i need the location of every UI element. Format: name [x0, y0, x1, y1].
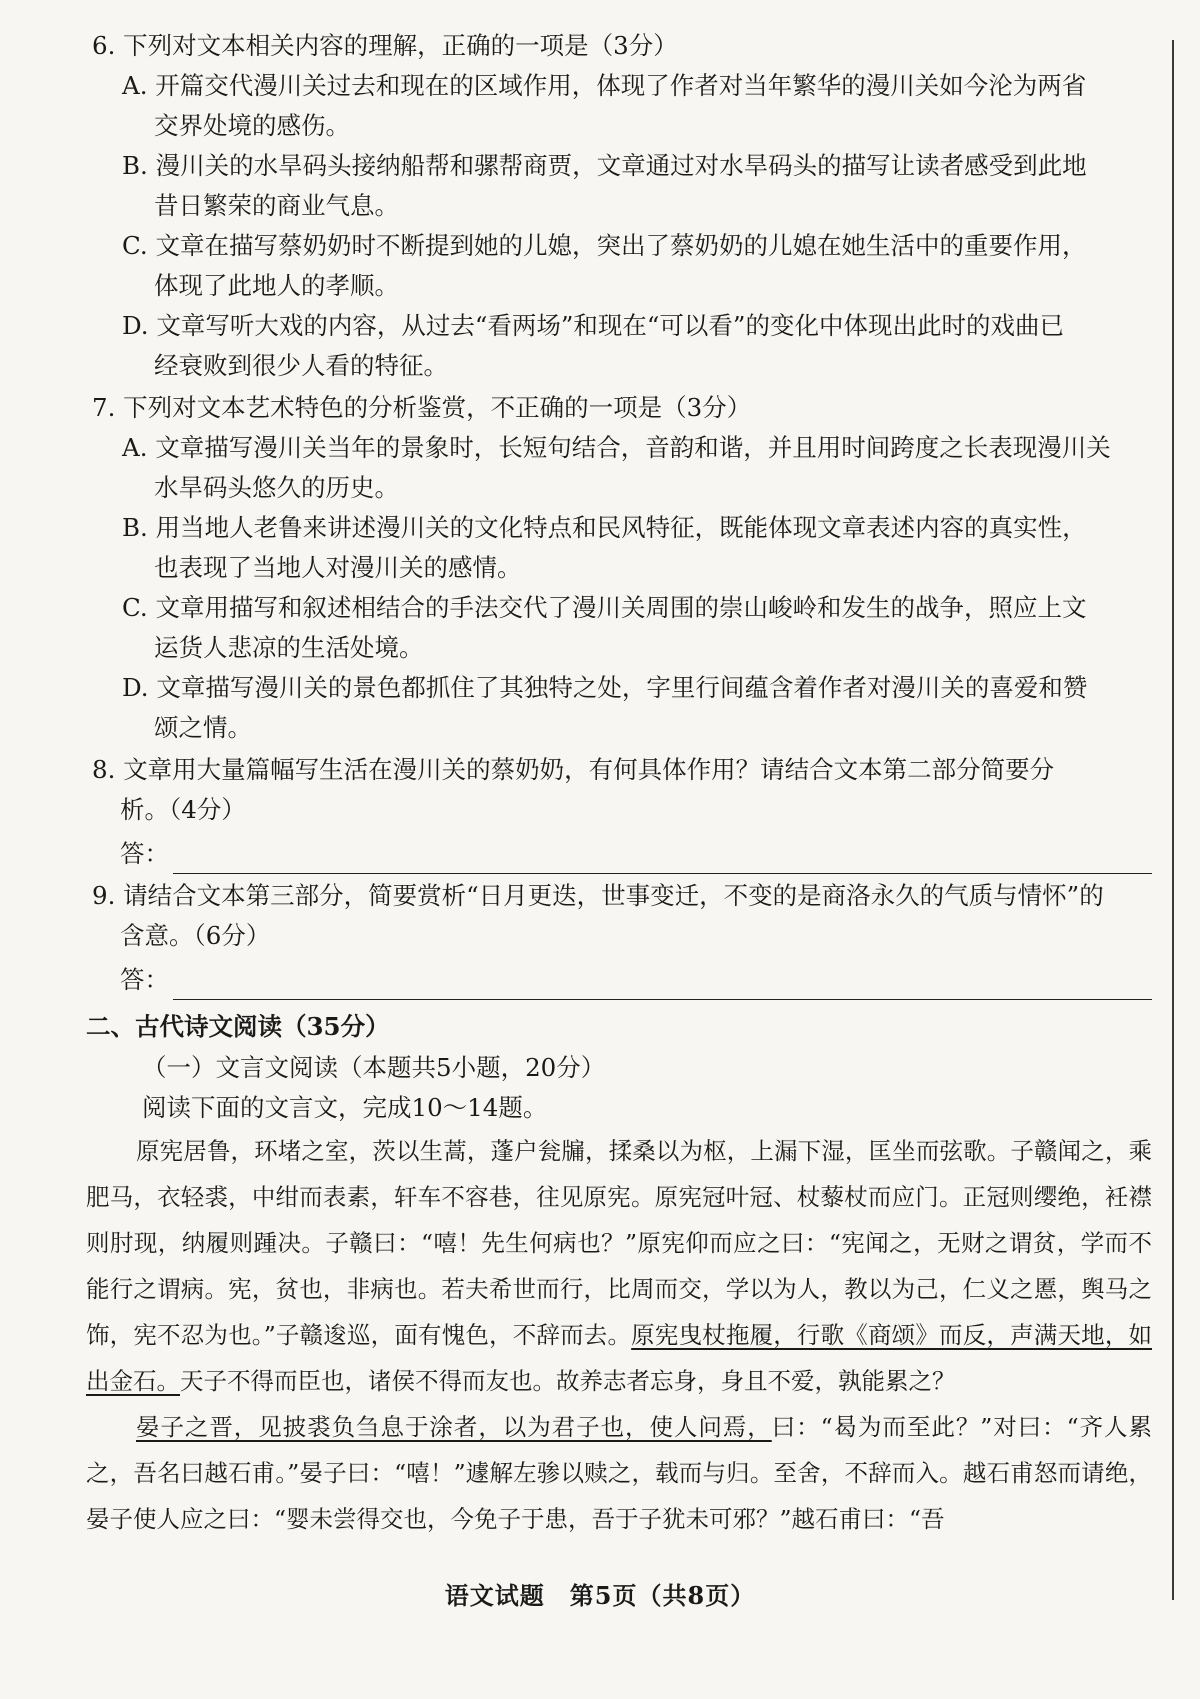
q8-title: 8. 文章用大量篇幅写生活在漫川关的蔡奶奶，有何具体作用？请结合文本第二部分简要分 [92, 755, 1055, 784]
passage-2-text-b: 曰：“曷为而至此？”对曰：“齐人累之，吾名曰越石甫。”晏子曰：“嘻！”遽解左骖以赎之，载而与归。至舍，不辞而入。越石甫怒而请绝，晏子使人应之曰：“婴未尝得交也，今免子于患，吾于子犹未可邪？”越石甫曰：“吾 [86, 1413, 1152, 1533]
q8-answer-area[interactable] [92, 830, 1152, 874]
q8-answer-label: 答： [120, 839, 169, 868]
passage-1-underlined: 原宪曳杖拖履，行歌《商颂》而反，声满天地，如出金石。 [86, 1321, 1152, 1395]
q6-option-d-cont: 经衰败到很少人看的特征。 [154, 351, 448, 380]
passage-paragraph-2 [86, 1404, 1152, 1542]
q9-answer-line[interactable] [173, 971, 1152, 1000]
q9-title-cont: 含意。（6分） [120, 921, 271, 950]
q6-option-b: B. 漫川关的水旱码头接纳船帮和骡帮商贾，文章通过对水旱码头的描写让读者感受到此地 [122, 151, 1087, 180]
q7-option-b: B. 用当地人老鲁来讲述漫川关的文化特点和民风特征，既能体现文章表述内容的真实性， [122, 513, 1087, 542]
q7-option-d-cont: 颂之情。 [154, 713, 252, 742]
q8-title-cont: 析。（4分） [120, 795, 246, 824]
q6-title: 6. 下列对文本相关内容的理解，正确的一项是（3分） [92, 31, 678, 60]
q6-option-a-cont: 交界处境的感伤。 [154, 111, 350, 140]
passage-1-text-a: 原宪居鲁，环堵之室，茨以生蒿，蓬户瓮牖，揉桑以为枢，上漏下湿，匡坐而弦歌。子赣闻之，乘肥马，衣轻裘，中绀而表素，轩车不容巷，往见原宪。原宪冠叶冠、杖藜杖而应门。正冠则缨绝，衽襟则肘现，纳履则踵决。子赣曰：“嘻！先生何病也？”原宪仰而应之曰：“宪闻之，无财之谓贫，学而不能行之谓病。宪，贫也，非病也。若夫希世而行，比周而交，学以为人，教以为己，仁义之慝，舆马之饰，宪不忍为也。”子赣逡巡，面有愧色，不辞而去。 [86, 1137, 1152, 1349]
q7-option-b-cont: 也表现了当地人对漫川关的感情。 [154, 553, 522, 582]
passage-2-underlined: 晏子之晋，见披裘负刍息于涂者，以为君子也，使人问焉， [136, 1413, 772, 1441]
q7-option-a-cont: 水旱码头悠久的历史。 [154, 473, 399, 502]
page-content [86, 24, 1152, 1542]
q9-answer-label: 答： [120, 965, 169, 994]
q7-option-a: A. 文章描写漫川关当年的景象时，长短句结合，音韵和谐，并且用时间跨度之长表现漫川关 [122, 433, 1111, 462]
reading-instruction: 阅读下面的文言文，完成10～14题。 [142, 1093, 548, 1122]
q7-option-c: C. 文章用描写和叙述相结合的手法交代了漫川关周围的崇山峻岭和发生的战争，照应上文 [122, 593, 1087, 622]
q7-title: 7. 下列对文本艺术特色的分析鉴赏，不正确的一项是（3分） [92, 393, 752, 422]
subsection-heading: （一）文言文阅读（本题共5小题，20分） [142, 1053, 606, 1082]
q6-option-b-cont: 昔日繁荣的商业气息。 [154, 191, 399, 220]
q6-option-a: A. 开篇交代漫川关过去和现在的区域作用，体现了作者对当年繁华的漫川关如今沦为两省 [122, 71, 1087, 100]
q8-answer-line[interactable] [173, 845, 1152, 874]
q9-title: 9. 请结合文本第三部分，简要赏析“日月更迭，世事变迁，不变的是商洛永久的气质与情怀”的 [92, 881, 1104, 910]
q6-option-c-cont: 体现了此地人的孝顺。 [154, 271, 399, 300]
q7-option-c-cont: 运货人悲凉的生活处境。 [154, 633, 424, 662]
section-heading: 二、古代诗文阅读（35分） [86, 1012, 390, 1041]
q7-option-d: D. 文章描写漫川关的景色都抓住了其独特之处，字里行间蕴含着作者对漫川关的喜爱和赞 [122, 673, 1088, 702]
q6-option-c: C. 文章在描写蔡奶奶时不断提到她的儿媳，突出了蔡奶奶的儿媳在她生活中的重要作用， [122, 231, 1087, 260]
passage-1-text-b: 天子不得而臣也，诸侯不得而友也。故养志者忘身，身且不爱，孰能累之？ [180, 1367, 956, 1395]
page-footer: 语文试题 第5页（共8页） [444, 1581, 756, 1610]
passage-paragraph-1 [86, 1128, 1152, 1404]
margin-line [1172, 40, 1174, 1600]
q6-option-d: D. 文章写听大戏的内容，从过去“看两场”和现在“可以看”的变化中体现出此时的戏曲已 [122, 311, 1064, 340]
q9-answer-area[interactable] [92, 956, 1152, 1000]
